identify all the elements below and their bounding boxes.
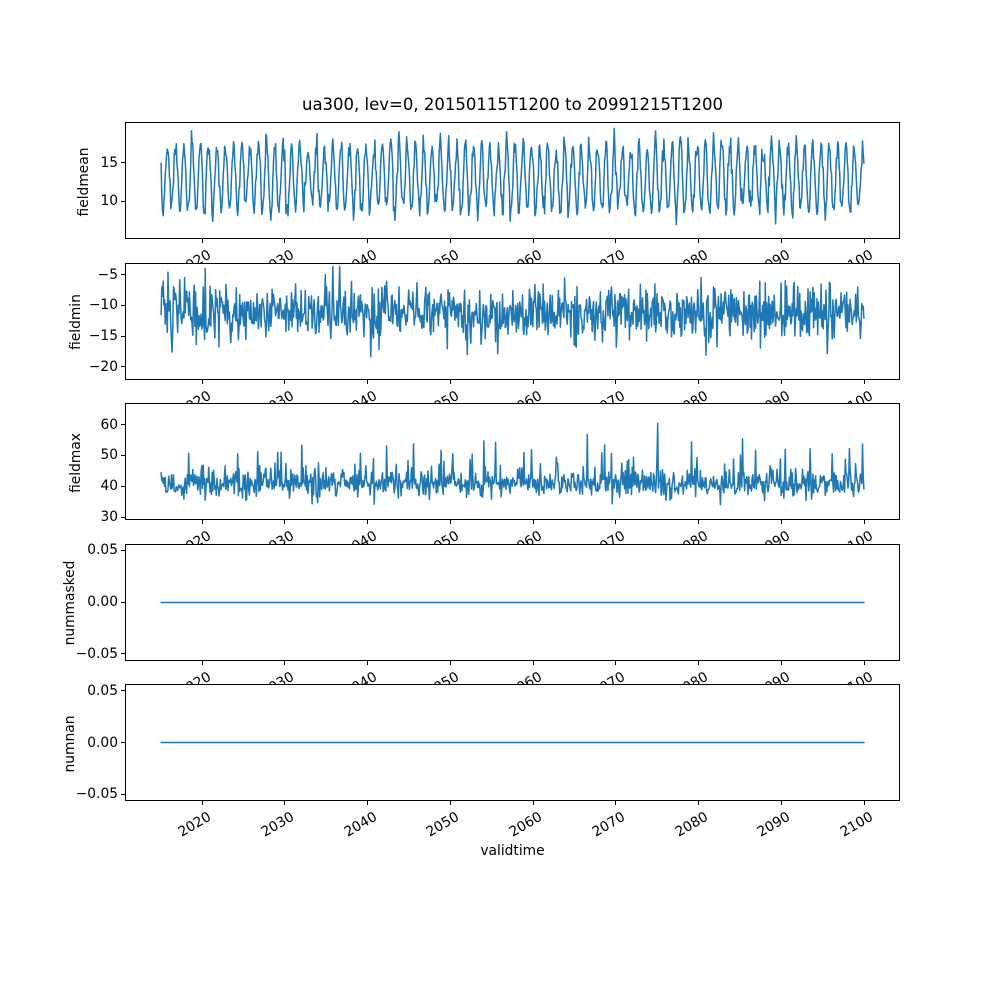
x-tick-label: 2090 (755, 809, 794, 841)
y-tick-label: 0.00 (87, 734, 118, 751)
x-tick-mark (698, 239, 699, 243)
x-tick-mark (698, 520, 699, 524)
x-tick-mark (367, 661, 368, 665)
x-tick-label: 2020 (175, 809, 215, 841)
x-tick-label: 2030 (258, 809, 297, 841)
x-tick-mark (698, 380, 699, 384)
x-tick-mark (864, 801, 865, 805)
x-tick-label: 2040 (341, 809, 380, 841)
y-tick-mark (121, 424, 125, 425)
x-tick-mark (864, 380, 865, 384)
y-tick-label: −0.05 (75, 786, 118, 803)
x-tick-mark (615, 239, 616, 243)
y-tick-label: 50 (100, 447, 118, 464)
y-tick-mark (121, 162, 125, 163)
plot-title: ua300, lev=0, 20150115T1200 to 20991215T1200 (301, 95, 724, 114)
x-tick-mark (367, 239, 368, 243)
y-tick-label: −10 (88, 297, 118, 314)
x-tick-mark (615, 520, 616, 524)
y-axis-label-fieldmax: fieldmax (68, 432, 84, 493)
x-tick-mark (781, 520, 782, 524)
x-tick-mark (698, 661, 699, 665)
y-tick-label: −5 (97, 266, 118, 283)
y-axis-label-fieldmin: fieldmin (68, 294, 84, 350)
y-tick-mark (121, 366, 125, 367)
x-tick-mark (450, 520, 451, 524)
x-tick-mark (781, 801, 782, 805)
x-tick-mark (284, 380, 285, 384)
y-tick-mark (121, 517, 125, 518)
y-tick-label: −20 (88, 358, 118, 375)
x-tick-mark (450, 661, 451, 665)
x-tick-mark (864, 520, 865, 524)
subplot-nummasked (62, 542, 900, 662)
x-tick-mark (367, 801, 368, 805)
y-tick-mark (121, 274, 125, 275)
y-tick-mark (121, 455, 125, 456)
x-tick-mark (284, 661, 285, 665)
x-tick-mark (450, 239, 451, 243)
x-tick-mark (202, 801, 203, 805)
data-line-fieldmin (126, 264, 899, 379)
y-tick-mark (121, 305, 125, 306)
x-tick-mark (864, 661, 865, 665)
x-tick-label: 2060 (506, 809, 546, 841)
series-fieldmin (161, 266, 864, 356)
x-tick-mark (284, 239, 285, 243)
x-tick-mark (367, 520, 368, 524)
x-tick-mark (698, 801, 699, 805)
x-tick-mark (615, 380, 616, 384)
x-tick-mark (450, 801, 451, 805)
x-tick-mark (781, 661, 782, 665)
x-tick-mark (533, 801, 534, 805)
y-tick-label: 40 (100, 478, 118, 495)
series-fieldmax (161, 423, 864, 504)
subplot-fieldmean (76, 122, 900, 239)
y-tick-label: 15 (100, 154, 118, 171)
y-tick-label: 0.00 (87, 594, 118, 610)
data-line-fieldmean (126, 123, 899, 238)
data-line-fieldmax (126, 404, 899, 519)
x-tick-mark (615, 801, 616, 805)
y-tick-label: 0.05 (87, 542, 118, 559)
x-tick-mark (781, 380, 782, 384)
y-tick-mark (121, 742, 125, 743)
x-tick-mark (533, 661, 534, 665)
x-tick-mark (450, 380, 451, 384)
y-axis-label-fieldmean: fieldmean (76, 147, 92, 216)
y-tick-label: 30 (100, 509, 118, 526)
x-tick-mark (864, 239, 865, 243)
y-tick-label: 10 (100, 193, 118, 210)
x-tick-label: 2070 (589, 809, 628, 841)
y-tick-mark (121, 602, 125, 603)
x-tick-mark (284, 520, 285, 524)
y-axis-label-numnan: numnan (62, 715, 78, 772)
series-fieldmean (161, 128, 864, 224)
x-tick-mark (202, 380, 203, 384)
x-tick-label: 2100 (837, 809, 877, 841)
x-tick-mark (202, 239, 203, 243)
x-tick-label: 2080 (672, 809, 711, 841)
x-tick-mark (615, 661, 616, 665)
x-tick-label: 2050 (424, 809, 463, 841)
x-axis-title: validtime (480, 843, 545, 859)
x-tick-mark (533, 520, 534, 524)
y-tick-mark (121, 486, 125, 487)
data-line-numnan (126, 685, 899, 800)
subplot-numnan (62, 682, 900, 841)
y-tick-mark (121, 201, 125, 202)
subplot-fieldmax (68, 403, 900, 526)
x-tick-mark (781, 239, 782, 243)
x-tick-mark (202, 661, 203, 665)
y-tick-label: −15 (88, 328, 118, 345)
y-tick-mark (121, 794, 125, 795)
y-axis-label-nummasked: nummasked (62, 560, 78, 646)
subplot-fieldmin (68, 263, 900, 380)
x-tick-mark (533, 380, 534, 384)
x-tick-mark (284, 801, 285, 805)
x-tick-mark (202, 520, 203, 524)
y-tick-mark (121, 653, 125, 654)
y-tick-mark (121, 550, 125, 551)
y-tick-mark (121, 690, 125, 691)
y-tick-label: −0.05 (75, 645, 118, 662)
y-tick-mark (121, 336, 125, 337)
x-tick-mark (533, 239, 534, 243)
y-tick-label: 60 (100, 416, 118, 433)
data-line-nummasked (126, 545, 899, 660)
x-tick-mark (367, 380, 368, 384)
y-tick-label: 0.05 (87, 682, 118, 699)
